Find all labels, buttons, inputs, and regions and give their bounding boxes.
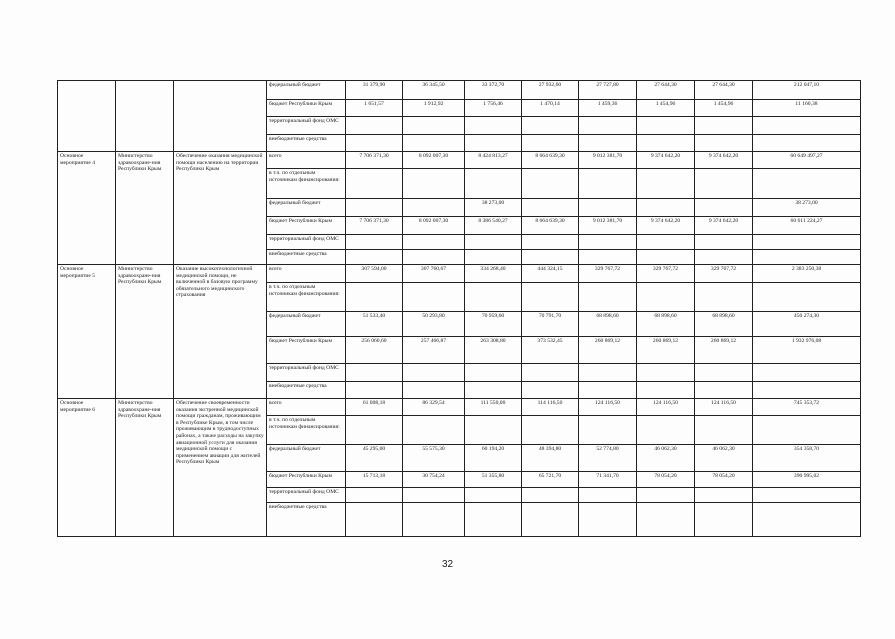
value-cell [403, 235, 465, 250]
value-cell [579, 382, 637, 399]
value-cell: 9 374 642,20 [695, 152, 753, 169]
value-cell: 114 116,50 [522, 399, 579, 416]
value-cell [637, 488, 695, 503]
value-cell: 68 898,60 [695, 312, 753, 337]
source-cell: территориальный фонд ОМС [267, 117, 346, 135]
value-cell [637, 199, 695, 217]
value-cell [465, 364, 522, 382]
value-cell [346, 416, 403, 445]
value-cell: 8 386 540,27 [465, 217, 522, 235]
value-cell [522, 235, 579, 250]
source-cell: всего [267, 399, 346, 416]
activity-name-cell: Основное мероприятие 5 [58, 265, 116, 399]
source-cell: внебюджетные средства [267, 503, 346, 537]
total-cell [753, 135, 861, 152]
total-cell: 212 047,10 [753, 81, 861, 100]
value-cell: 8 424 813,27 [465, 152, 522, 169]
total-cell: 1 932 976,08 [753, 337, 861, 364]
value-cell [695, 117, 753, 135]
activity-name-cell: Основное мероприятие 6 [58, 399, 116, 537]
value-cell [346, 199, 403, 217]
table-row [58, 265, 861, 283]
value-cell: 86 329,54 [403, 399, 465, 416]
value-cell [695, 382, 753, 399]
value-cell [403, 199, 465, 217]
source-cell: бюджет Республики Крым [267, 100, 346, 117]
value-cell [579, 488, 637, 503]
value-cell: 334 268,40 [465, 265, 522, 283]
value-cell [403, 503, 465, 537]
value-cell: 260 869,12 [637, 337, 695, 364]
value-cell: 27 644,30 [637, 81, 695, 100]
value-cell: 257 466,87 [403, 337, 465, 364]
value-cell [522, 382, 579, 399]
value-cell [465, 283, 522, 312]
source-cell: федеральный бюджет [267, 199, 346, 217]
value-cell [695, 169, 753, 199]
value-cell: 1 912,92 [403, 100, 465, 117]
value-cell [403, 382, 465, 399]
value-cell [403, 135, 465, 152]
value-cell [695, 416, 753, 445]
value-cell [579, 250, 637, 265]
value-cell: 260 869,12 [695, 337, 753, 364]
value-cell: 124 116,50 [695, 399, 753, 416]
value-cell [522, 416, 579, 445]
value-cell [579, 283, 637, 312]
total-cell [753, 235, 861, 250]
value-cell [695, 199, 753, 217]
value-cell: 50 293,80 [403, 312, 465, 337]
table-row [58, 81, 861, 100]
value-cell [465, 382, 522, 399]
source-cell: внебюджетные средства [267, 382, 346, 399]
executor-cell: Министерство здравоохране-ния Республики Крым [116, 152, 174, 265]
value-cell [522, 199, 579, 217]
value-cell: 1 459,36 [579, 100, 637, 117]
value-cell: 30 754,24 [403, 472, 465, 488]
value-cell [695, 250, 753, 265]
value-cell [522, 364, 579, 382]
value-cell: 256 060,60 [346, 337, 403, 364]
value-cell: 307 760,67 [403, 265, 465, 283]
source-cell: в т.ч. по отдельным источникам финансирования: [267, 416, 346, 445]
value-cell [522, 117, 579, 135]
total-cell: 390 995,02 [753, 472, 861, 488]
value-cell: 9 374 642,20 [637, 217, 695, 235]
source-cell: внебюджетные средства [267, 135, 346, 152]
value-cell [346, 235, 403, 250]
value-cell [579, 199, 637, 217]
total-cell: 2 383 250,38 [753, 265, 861, 283]
value-cell: 45 295,00 [346, 445, 403, 472]
executor-cell: Министерство здравоохране-ния Республики Крым [116, 265, 174, 399]
value-cell: 27 932,60 [522, 81, 579, 100]
value-cell: 46 062,30 [695, 445, 753, 472]
total-cell: 450 274,30 [753, 312, 861, 337]
value-cell [637, 169, 695, 199]
value-cell [579, 416, 637, 445]
value-cell: 8 664 639,30 [522, 152, 579, 169]
total-cell: 745 353,72 [753, 399, 861, 416]
value-cell: 7 706 371,30 [346, 217, 403, 235]
value-cell [403, 416, 465, 445]
value-cell: 1 651,57 [346, 100, 403, 117]
value-cell [403, 250, 465, 265]
value-cell [346, 364, 403, 382]
value-cell [637, 117, 695, 135]
value-cell [403, 283, 465, 312]
value-cell: 1 454,96 [637, 100, 695, 117]
value-cell: 78 054,20 [695, 472, 753, 488]
page-number: 32 [441, 559, 454, 570]
value-cell: 8 664 639,30 [522, 217, 579, 235]
table-row [58, 399, 861, 416]
value-cell [579, 117, 637, 135]
total-cell [753, 382, 861, 399]
value-cell [579, 503, 637, 537]
value-cell [346, 488, 403, 503]
value-cell: 111 550,00 [465, 399, 522, 416]
value-cell: 68 898,60 [579, 312, 637, 337]
value-cell [579, 235, 637, 250]
value-cell [579, 169, 637, 199]
value-cell [465, 235, 522, 250]
value-cell: 55 575,30 [403, 445, 465, 472]
source-cell: всего [267, 265, 346, 283]
total-cell: 60 611 224,27 [753, 217, 861, 235]
value-cell: 78 054,20 [637, 472, 695, 488]
value-cell: 307 594,00 [346, 265, 403, 283]
value-cell [346, 135, 403, 152]
value-cell [346, 117, 403, 135]
executor-cell: Министерство здравоохране-ния Республики Крым [116, 399, 174, 537]
source-cell: территориальный фонд ОМС [267, 488, 346, 503]
value-cell [695, 364, 753, 382]
value-cell: 124 116,50 [579, 399, 637, 416]
value-cell: 329 767,72 [695, 265, 753, 283]
value-cell: 124 116,50 [637, 399, 695, 416]
value-cell [346, 382, 403, 399]
source-cell: территориальный фонд ОМС [267, 235, 346, 250]
value-cell [637, 235, 695, 250]
value-cell: 1 470,14 [522, 100, 579, 117]
value-cell: 38 273,00 [465, 199, 522, 217]
total-cell [753, 169, 861, 199]
source-cell: территориальный фонд ОМС [267, 364, 346, 382]
value-cell: 15 713,18 [346, 472, 403, 488]
source-cell: всего [267, 152, 346, 169]
value-cell [579, 135, 637, 152]
value-cell [465, 250, 522, 265]
total-cell [753, 416, 861, 445]
value-cell [403, 364, 465, 382]
total-cell [753, 488, 861, 503]
value-cell [637, 416, 695, 445]
value-cell: 33 372,70 [465, 81, 522, 100]
value-cell: 31 379,90 [346, 81, 403, 100]
total-cell [753, 503, 861, 537]
value-cell: 68 898,60 [637, 312, 695, 337]
total-cell [753, 283, 861, 312]
value-cell [637, 382, 695, 399]
value-cell [695, 283, 753, 312]
value-cell: 51 355,80 [465, 472, 522, 488]
value-cell [522, 503, 579, 537]
value-cell: 8 092 007,30 [403, 217, 465, 235]
value-cell: 36 345,50 [403, 81, 465, 100]
value-cell: 9 374 642,20 [695, 217, 753, 235]
value-cell [403, 117, 465, 135]
activity-description-cell: Оказание высокотехнологичной медицинской помощи, не включенной в базовую программу обязательного медицинского страхования [174, 265, 267, 399]
value-cell [522, 488, 579, 503]
value-cell: 1 756,46 [465, 100, 522, 117]
value-cell [637, 283, 695, 312]
total-cell: 11 160,38 [753, 100, 861, 117]
total-cell: 38 273,00 [753, 199, 861, 217]
value-cell [637, 364, 695, 382]
total-cell [753, 117, 861, 135]
value-cell [522, 250, 579, 265]
value-cell: 9 012 381,70 [579, 217, 637, 235]
value-cell [522, 283, 579, 312]
value-cell: 52 774,80 [579, 445, 637, 472]
value-cell [465, 488, 522, 503]
value-cell [403, 488, 465, 503]
value-cell: 263 308,80 [465, 337, 522, 364]
value-cell: 51 533,40 [346, 312, 403, 337]
activity-description-cell: Обеспечение своевременности оказания экстренной медицинской помощи гражданам, проживающим в Республике Крым, в том числе проживающим в труднодоступных районах, а также расходы на закупку авиационной услуги для оказания медицинской помощи с применением авиации для жителей Республики Крым [174, 399, 267, 537]
total-cell: 354 358,70 [753, 445, 861, 472]
value-cell: 9 374 642,20 [637, 152, 695, 169]
value-cell [637, 503, 695, 537]
value-cell: 27 727,80 [579, 81, 637, 100]
source-cell: федеральный бюджет [267, 312, 346, 337]
value-cell [695, 135, 753, 152]
source-cell: внебюджетные средства [267, 250, 346, 265]
source-cell: в т.ч. по отдельным источникам финансирования: [267, 283, 346, 312]
value-cell [579, 364, 637, 382]
value-cell [637, 135, 695, 152]
value-cell [403, 169, 465, 199]
source-cell: федеральный бюджет [267, 81, 346, 100]
value-cell: 329 767,72 [579, 265, 637, 283]
source-cell: бюджет Республики Крым [267, 217, 346, 235]
value-cell [346, 169, 403, 199]
total-cell [753, 250, 861, 265]
value-cell: 373 532,45 [522, 337, 579, 364]
value-cell: 9 012 381,70 [579, 152, 637, 169]
value-cell: 260 869,12 [579, 337, 637, 364]
value-cell [465, 117, 522, 135]
source-cell: бюджет Республики Крым [267, 472, 346, 488]
value-cell: 1 454,96 [695, 100, 753, 117]
value-cell [695, 503, 753, 537]
value-cell [522, 169, 579, 199]
value-cell: 444 324,15 [522, 265, 579, 283]
value-cell [695, 235, 753, 250]
source-cell: в т.ч. по отдельным источникам финансирования: [267, 169, 346, 199]
source-cell: федеральный бюджет [267, 445, 346, 472]
value-cell [465, 135, 522, 152]
value-cell: 65 721,70 [522, 472, 579, 488]
value-cell: 70 791,70 [522, 312, 579, 337]
value-cell: 27 644,30 [695, 81, 753, 100]
total-cell [753, 364, 861, 382]
table-row [58, 152, 861, 169]
value-cell [346, 503, 403, 537]
total-cell: 60 649 497,27 [753, 152, 861, 169]
value-cell: 7 706 371,30 [346, 152, 403, 169]
value-cell [465, 169, 522, 199]
value-cell [695, 488, 753, 503]
value-cell [346, 250, 403, 265]
value-cell [465, 503, 522, 537]
value-cell: 70 959,60 [465, 312, 522, 337]
source-cell: бюджет Республики Крым [267, 337, 346, 364]
budget-table [57, 80, 861, 537]
value-cell: 329 767,72 [637, 265, 695, 283]
value-cell [346, 283, 403, 312]
value-cell [637, 250, 695, 265]
value-cell: 71 341,70 [579, 472, 637, 488]
value-cell: 46 062,30 [637, 445, 695, 472]
activity-name-cell: Основное мероприятие 4 [58, 152, 116, 265]
value-cell: 8 092 007,30 [403, 152, 465, 169]
value-cell [465, 416, 522, 445]
activity-description-cell: Обеспечение оказания медицинской помощи населению на территории Республики Крым [174, 152, 267, 265]
value-cell [522, 135, 579, 152]
value-cell: 60 194,20 [465, 445, 522, 472]
value-cell: 61 008,18 [346, 399, 403, 416]
value-cell: 48 394,80 [522, 445, 579, 472]
